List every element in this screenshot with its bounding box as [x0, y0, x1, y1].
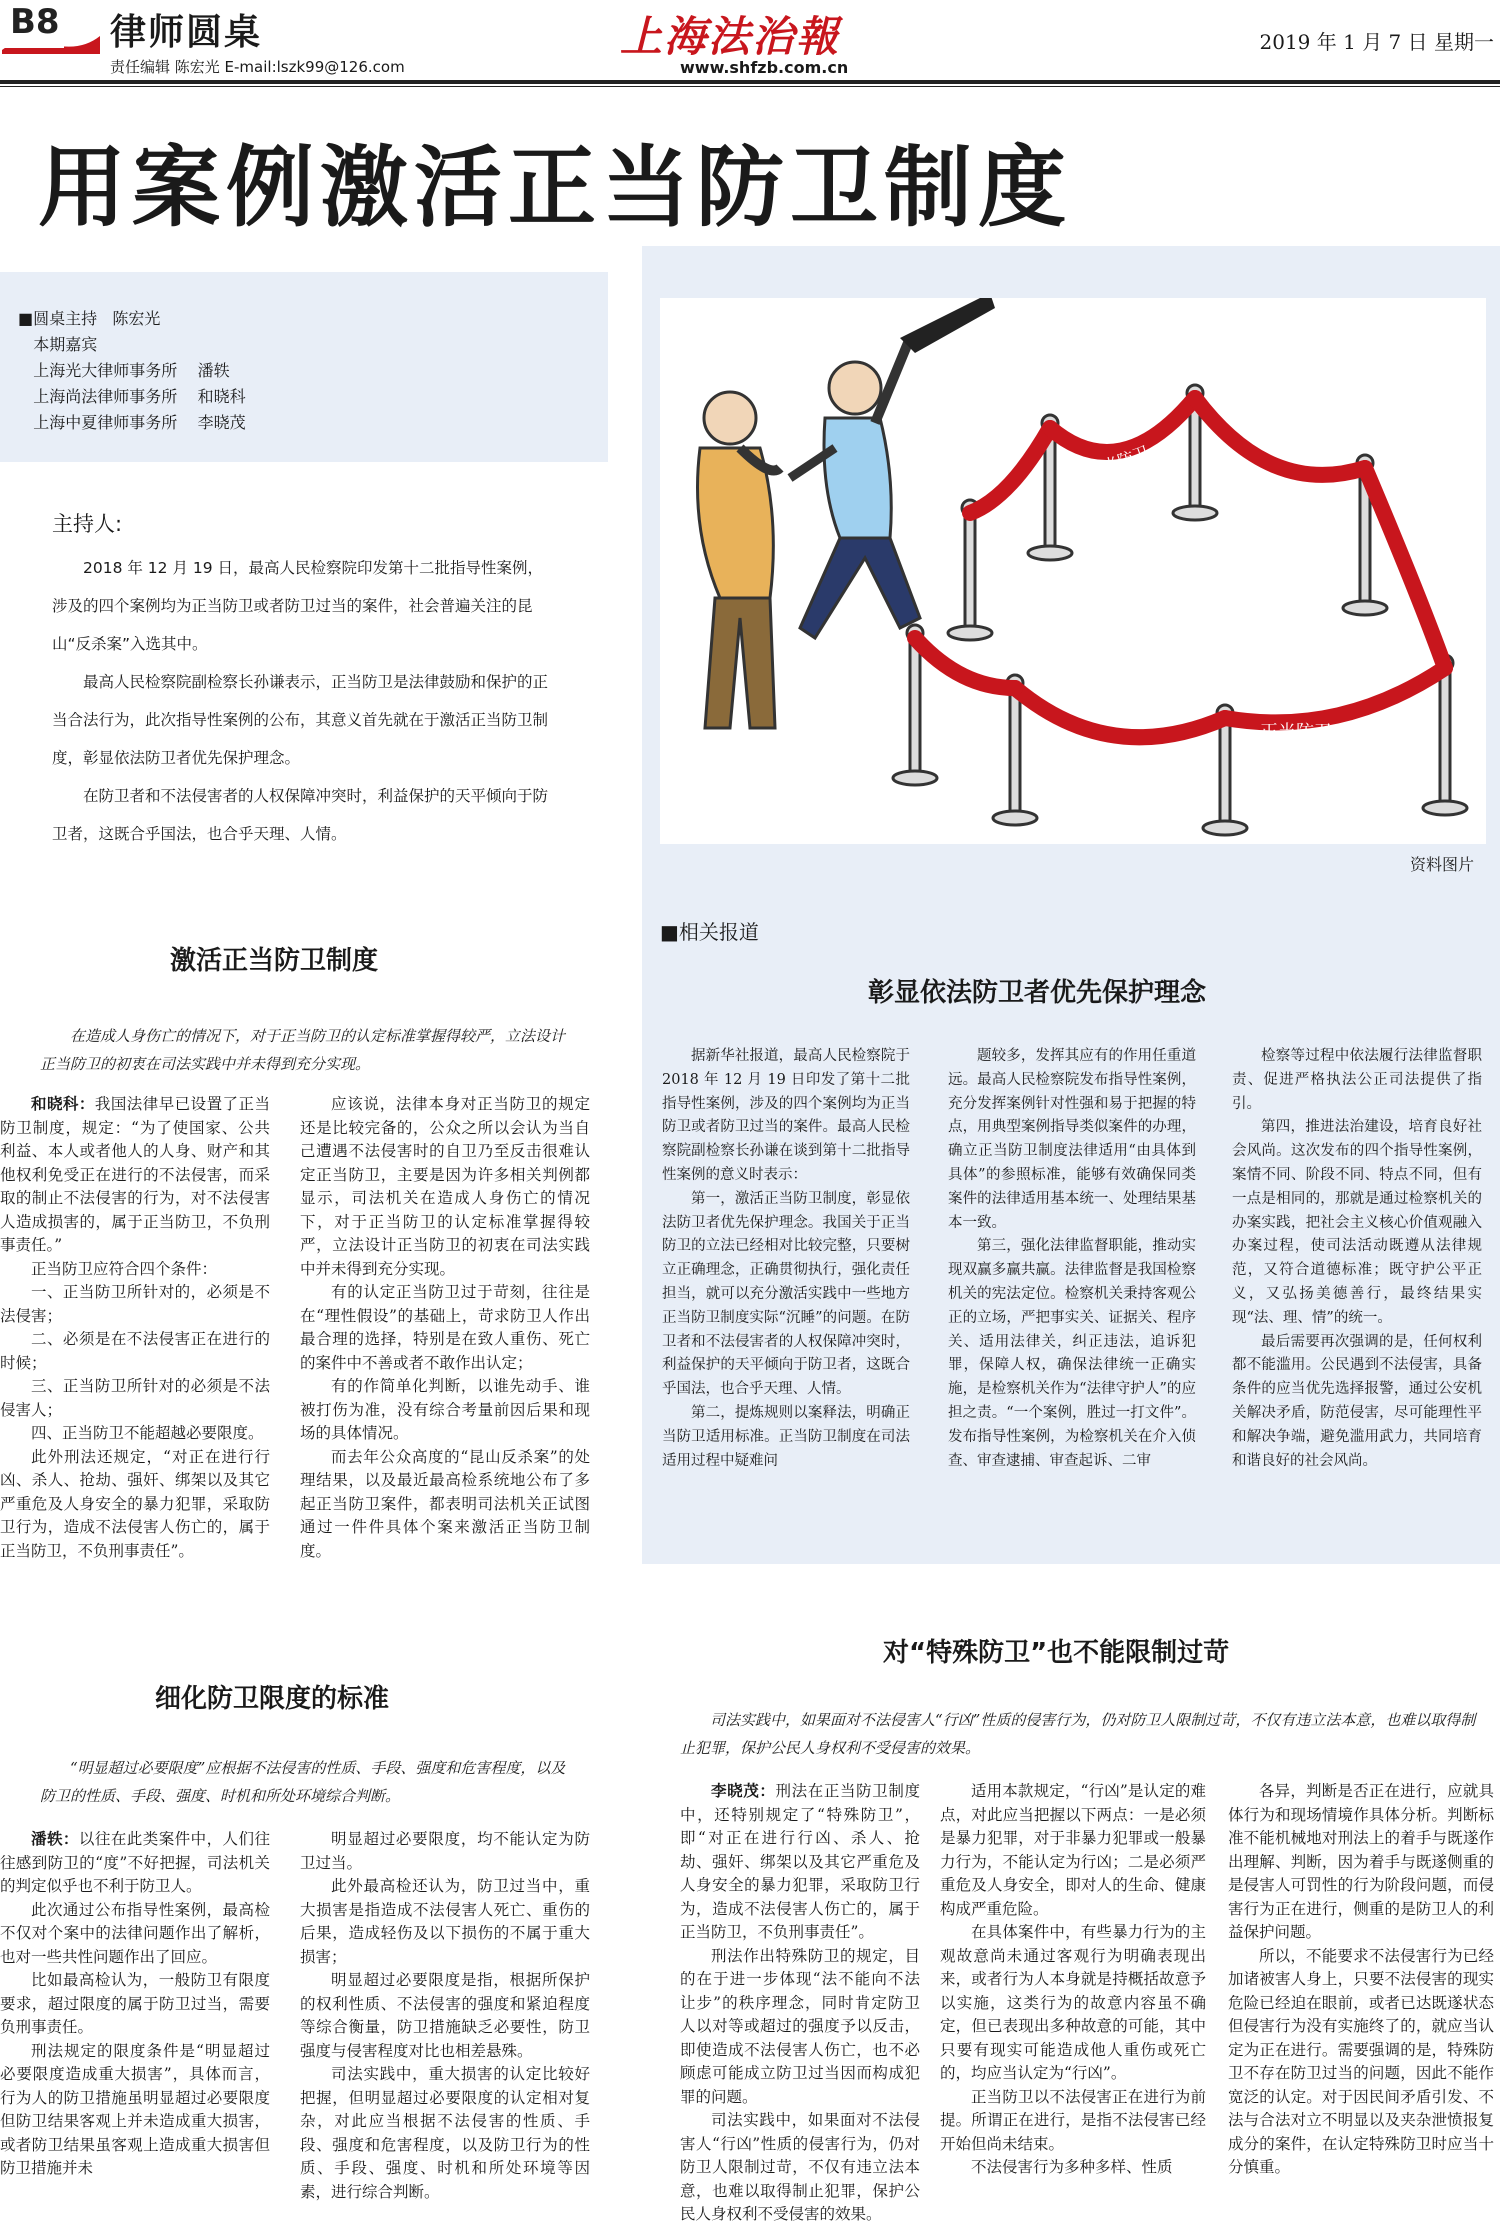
- intro-paragraph: 在防卫者和不法侵害者的人权保障冲突时，利益保护的天平倾向于防卫者，这既合乎国法，也合乎天理、人情。: [52, 787, 549, 843]
- paragraph: 在具体案件中，有些暴力行为的主观故意尚未通过客观行为明确表现出来，或者行为人本身就是持概括故意予以实施，这类行为的故意内容虽不确定，但已表现出多种故意的可能，其中只要有现实可能造成他人重伤或死亡的，均应当认定为“行凶”。: [940, 1923, 1206, 2082]
- paragraph: 适用本款规定，“行凶”是认定的难点，对此应当把握以下两点：一是必须是暴力犯罪，对于非暴力犯罪或一般暴力行为，不能认定为行凶；二是必须严重危及人身安全，即对人的生命、健康构成严重危险。: [940, 1782, 1206, 1918]
- paragraph: 三、正当防卫所针对的必须是不法侵害人；: [0, 1377, 270, 1419]
- issue-date: 2019 年 1 月 7 日 星期一: [1259, 30, 1494, 54]
- article-column: [940, 1780, 1206, 2228]
- section-title: 彰显依法防卫者优先保护理念: [868, 978, 1207, 1008]
- paragraph: 最后需要再次强调的是，任何权利都不能滥用。公民遇到不法侵害，具备条件的应当优先选择报警，通过公安机关解决矛盾，防范侵害，尽可能理性平和解决争端，避免滥用武力，共同培育和谐良好的社会风尚。: [1232, 1333, 1482, 1469]
- victim-figure: [698, 392, 781, 728]
- paragraph: 而去年公众高度的“昆山反杀案”的处理结果，以及最近最高检系统地公布了多起正当防卫案件，都表明司法机关正试图通过一件件具体个案来激活正当防卫制度。: [300, 1447, 590, 1560]
- paragraph: 二、必须是在不法侵害正在进行的时候；: [0, 1330, 270, 1372]
- article-column: [300, 1093, 590, 1613]
- illustration: [660, 298, 1486, 844]
- related-label: ■相关报道: [660, 920, 759, 944]
- image-credit: 资料图片: [1410, 855, 1475, 874]
- article-column: [1232, 1045, 1482, 1545]
- rope-label: 正当防卫: [1084, 442, 1152, 482]
- paragraph: 检察等过程中依法履行法律监督职责、促进严格执法公正司法提供了指引。: [1232, 1048, 1482, 1112]
- paragraph: 题较多，发挥其应有的作用任重道远。最高人民检察院发布指导性案例，充分发挥案例针对性强和易于把握的特点，用典型案例指导类似案件的办理，确立正当防卫制度法律适用“由具体到具体”的参照标准，能够有效确保同类案件的法律适用基本统一、处理结果基本一致。: [948, 1048, 1196, 1231]
- paragraph: 此次通过公布指导性案例，最高检不仅对个案中的法律问题作出了解析，也对一些共性问题作出了回应。: [0, 1900, 270, 1966]
- column-name: 律师圆桌: [110, 12, 263, 53]
- section-lead: “明显超过必要限度”应根据不法侵害的性质、手段、强度和危害程度，以及防卫的性质、手段、强度、时机和所处环境综合判断。: [40, 1759, 566, 1805]
- rope-label: 正当防卫: [1260, 722, 1332, 743]
- paragraph: 司法实践中，如果面对不法侵害人“行凶”性质的侵害行为，仍对防卫人限制过苛，不仅有违立法本意，也难以取得制止犯罪，保护公民人身权利不受侵害的效果。: [680, 2111, 920, 2223]
- section-title: 细化防卫限度的标准: [155, 1684, 390, 1714]
- paragraph: 四、正当防卫不能超越必要限度。: [31, 1424, 264, 1442]
- page-number: B8: [10, 2, 60, 42]
- speaker-name: 李晓茂：: [711, 1782, 776, 1800]
- paragraph: 此外最高检还认为，防卫过当中，重大损害是指造成不法侵害人死亡、重伤的后果，造成轻伤及以下损伤的不属于重大损害；: [300, 1877, 590, 1966]
- article-column: [0, 1828, 270, 2228]
- host-intro: [52, 505, 552, 853]
- paragraph: 有的作简单化判断，以谁先动手、谁被打伤为准，没有综合考量前因后果和现场的具体情况。: [300, 1377, 590, 1442]
- paragraph: 正当防卫应符合四个条件：: [31, 1259, 218, 1278]
- paragraph: 司法实践中，重大损害的认定比较好把握，但明显超过必要限度的认定相对复杂，对此应当根据不法侵害的性质、手段、强度和危害程度，以及防卫行为的性质、手段、强度、时机和所处环境等因素，进行综合判断。: [300, 2065, 590, 2201]
- paper-url[interactable]: www.shfzb.com.cn: [680, 58, 849, 77]
- paragraph: 正当防卫以不法侵害正在进行为前提。所谓正在进行，是指不法侵害已经开始但尚未结束。: [940, 2087, 1206, 2153]
- speaker-name: 和晓科：: [31, 1095, 95, 1113]
- paragraph: 第二，提炼规则以案释法，明确正当防卫适用标准。正当防卫制度在司法适用过程中疑难问: [662, 1404, 910, 1469]
- editor-line: 责任编辑 陈宏光 E-mail:lszk99@126.com: [110, 58, 405, 76]
- paragraph: 一、正当防卫所针对的，必须是不法侵害；: [0, 1283, 270, 1325]
- intro-paragraph: 2018 年 12 月 19 日，最高人民检察院印发第十二批指导性案例，涉及的四个案例均为正当防卫或者防卫过当的案件，社会普遍关注的昆山“反杀案”入选其中。: [52, 559, 544, 653]
- article-column: [300, 1828, 590, 2228]
- paragraph: 刑法作出特殊防卫的规定，目的在于进一步体现“法不能向不法让步”的秩序理念，同时肯定防卫人以对等或超过的强度予以反击，即使造成不法侵害人伤亡，也不必顾虑可能成立防卫过当因而构成犯罪的问题。: [680, 1946, 920, 2106]
- section-lead: 在造成人身伤亡的情况下，对于正当防卫的认定标准掌握得较严，立法设计正当防卫的初衷在司法实践中并未得到充分实现。: [40, 1027, 566, 1073]
- intro-paragraph: 最高人民检察院副检察长孙谦表示，正当防卫是法律鼓励和保护的正当合法行为，此次指导性案例的公布，其意义首先就在于激活正当防卫制度，彰显依法防卫者优先保护理念。: [52, 673, 549, 767]
- paragraph: 有的认定正当防卫过于苛刻，往往是在“理性假设”的基础上，苛求防卫人作出最合理的选择，特别是在致人重伤、死亡的案件中不善或者不敢作出认定；: [300, 1283, 590, 1372]
- paragraph: 所以，不能要求不法侵害行为已经加诸被害人身上，只要不法侵害的现实危险已经迫在眼前，或者已达既遂状态但侵害行为没有实施终了的，就应当认定为正在进行。需要强调的是，特殊防卫不存在防卫过当的问题，因此不能作宽泛的认定。对于因民间矛盾引发、不法与合法对立不明显以及夹杂泄愤报复成分的案件，在认定特殊防卫时应当十分慎重。: [1228, 1946, 1494, 2176]
- paragraph-text: 刑法在正当防卫制度中，还特别规定了“特殊防卫”，即“对正在进行行凶、杀人、抢劫、强奸、绑架以及其它严重危及人身安全的暴力犯罪，采取防卫行为，造成不法侵害人伤亡的，属于正当防卫，不负刑事责任”。: [680, 1782, 920, 1941]
- masthead-rule: [0, 80, 1500, 84]
- page-headline: 用案例激活正当防卫制度: [38, 136, 1073, 239]
- article-column: [0, 1093, 270, 1613]
- paragraph: 此外刑法还规定，“对正在进行行凶、杀人、抢劫、强奸、绑架以及其它严重危及人身安全的暴力犯罪，采取防卫行为，造成不法侵害人伤亡的，属于正当防卫，不负刑事责任”。: [0, 1447, 270, 1560]
- article-column: [1228, 1780, 1494, 2228]
- section-lead: 司法实践中，如果面对不法侵害人“行凶”性质的侵害行为，仍对防卫人限制过苛，不仅有违立法本意，也难以取得制止犯罪，保护公民人身权利不受侵害的效果。: [680, 1711, 1476, 1757]
- speaker-name: 潘轶：: [31, 1830, 79, 1848]
- section-title: 激活正当防卫制度: [170, 946, 379, 976]
- paragraph: 据新华社报道，最高人民检察院于 2018 年 12 月 19 日印发了第十二批指导性案例，涉及的四个案例均为正当防卫或者防卫过当的案件。最高人民检察院副检察长孙谦在谈到第十二批指导性案例的意义时表示：: [662, 1048, 910, 1183]
- paragraph: 不法侵害行为多种多样、性质: [971, 2158, 1173, 2176]
- masthead-rule-thin: [0, 86, 1500, 87]
- paragraph: 第四，推进法治建设，培育良好社会风尚。这次发布的四个指导性案例，案情不同、阶段不同、特点不同，但有一点是相同的，那就是通过检察机关的办案实践，把社会主义核心价值观融入办案过程，使司法活动既遵从法律规范，又符合道德标准；既守护公平正义，又弘扬美德善行，最终结果实现“法、理、情”的统一。: [1232, 1119, 1482, 1326]
- paragraph-text: 我国法律早已设置了正当防卫制度，规定：“为了使国家、公共利益、本人或者他人的人身、财产和其他权利免受正在进行的不法侵害，而采取的制止不法侵害的行为，对不法侵害人造成损害的，属于正当防卫，不负刑事责任。”: [0, 1095, 270, 1254]
- host-label: 主持人:: [52, 512, 123, 536]
- paragraph: 第三，强化法律监督职能，推动实现双赢多赢共赢。法律监督是我国检察机关的宪法定位。检察机关秉持客观公正的立场，严把事实关、证据关、程序关、适用法律关，纠正违法，追诉犯罪，保障人权，确保法律统一正确实施，是检察机关作为“法律守护人”的应担之责。“一个案例，胜过一打文件”。发布指导性案例，为检察机关在介入侦查、审查逮捕、审查起诉、二审: [948, 1238, 1196, 1469]
- illustration-svg: [660, 298, 1486, 844]
- paragraph: 第一，激活正当防卫制度，彰显依法防卫者优先保护理念。我国关于正当防卫的立法已经相对比较完整，只要树立正确理念，正确贯彻执行，强化责任担当，就可以充分激活实践中一些地方正当防卫制度实际“沉睡”的问题。在防卫者和不法侵害者的人权保障冲突时，利益保护的天平倾向于防卫者，这既合乎国法，也合乎天理、人情。: [662, 1190, 910, 1398]
- paragraph: 明显超过必要限度是指，根据所保护的权利性质、不法侵害的强度和紧迫程度等综合衡量，防卫措施缺乏必要性，防卫强度与侵害程度对比也相差悬殊。: [300, 1971, 590, 2060]
- paragraph: 比如最高检认为，一般防卫有限度要求，超过限度的属于防卫过当，需要负刑事责任。: [0, 1971, 270, 2036]
- section-title: 对“特殊防卫”也不能限制过苛: [883, 1638, 1230, 1668]
- roundtable-hosts: ■圆桌主持 陈宏光 本期嘉宾 上海光大律师事务所 潘轶 上海尚法律师事务所 和晓科 上海中夏律师事务所 李晓茂: [18, 309, 246, 432]
- paper-name: 上海法治報: [620, 12, 841, 61]
- paragraph: 各异，判断是否正在进行，应就具体行为和现场情境作具体分析。判断标准不能机械地对刑法上的着手与既遂作出理解、判断，因为着手与既遂侧重的是侵害人可罚性的行为阶段问题，而侵害行为正在进行，侧重的是防卫人的利益保护问题。: [1228, 1782, 1494, 1941]
- article-column: [948, 1045, 1196, 1545]
- paragraph: 刑法规定的限度条件是“明显超过必要限度造成重大损害”，具体而言，行为人的防卫措施虽明显超过必要限度但防卫结果客观上并未造成重大损害，或者防卫结果虽客观上造成重大损害但防卫措施并未: [0, 2041, 270, 2177]
- article-column: [680, 1780, 920, 2228]
- paragraph: 应该说，法律本身对正当防卫的规定还是比较完备的，公众之所以会认为当自己遭遇不法侵害时的自卫乃至反击很难认定正当防卫，主要是因为许多相关判例都显示，司法机关在造成人身伤亡的情况下，对于正当防卫的认定标准掌握得较严，立法设计正当防卫的初衷在司法实践中并未得到充分实现。: [300, 1095, 590, 1278]
- paragraph-text: 以往在此类案件中，人们往往感到防卫的“度”不好把握，司法机关的判定似乎也不利于防卫人。: [0, 1830, 270, 1895]
- article-column: [662, 1045, 910, 1545]
- paragraph: 明显超过必要限度，均不能认定为防卫过当。: [300, 1830, 590, 1872]
